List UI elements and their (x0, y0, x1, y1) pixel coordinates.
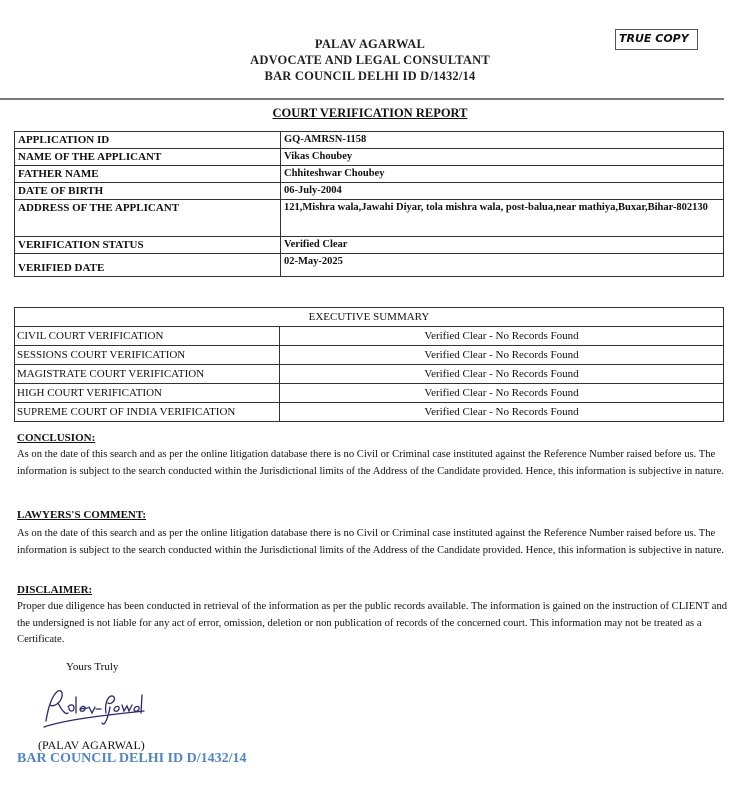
field-label: NAME OF THE APPLICANT (15, 149, 281, 166)
closing-salutation: Yours Truly (66, 661, 119, 673)
letterhead-bar-council-id: BAR COUNCIL DELHI ID D/1432/14 (264, 69, 476, 83)
court-status: Verified Clear - No Records Found (280, 403, 724, 422)
table-row (15, 237, 724, 254)
table-row (15, 149, 724, 166)
applicant-details-table (14, 131, 724, 277)
signature-bar-council-id: BAR COUNCIL DELHI ID D/1432/14 (17, 751, 247, 766)
field-label: FATHER NAME (15, 166, 281, 183)
advocate-name: PALAV AGARWAL (314, 37, 426, 51)
lawyers-comment-heading: LAWYERS'S COMMENT: (17, 509, 147, 521)
field-label: ADDRESS OF THE APPLICANT (15, 200, 281, 237)
conclusion-heading: CONCLUSION: (17, 432, 96, 444)
disclaimer-heading: DISCLAIMER: (17, 584, 93, 596)
true-copy-stamp: TRUE COPY (615, 29, 698, 50)
verified-date-value: 02-May-2025 (281, 254, 724, 277)
table-row (15, 166, 724, 183)
address-value: 121,Mishra wala,Jawahi Diyar, tola mishra wala, post-balua,near mathiya,Buxar,Bihar-802130 (281, 200, 724, 237)
court-label: SUPREME COURT OF INDIA VERIFICATION (15, 403, 280, 422)
table-row (15, 346, 724, 365)
header-divider (0, 98, 724, 100)
court-status: Verified Clear - No Records Found (280, 346, 724, 365)
field-label: VERIFICATION STATUS (15, 237, 281, 254)
table-header-row (15, 308, 724, 327)
executive-summary-title: EXECUTIVE SUMMARY (15, 308, 724, 327)
date-of-birth-value: 06-July-2004 (281, 183, 724, 200)
table-row (15, 403, 724, 422)
disclaimer-text: Proper due diligence has been conducted in retrieval of the information as per the public records available. The information is gained on the instruction of CLIENT and the undersigned is not liable for any act of error, omission, deletion or non publication of records of the concerned court. This information may not be treated as a Certificate. (17, 601, 728, 645)
applicant-name-value: Vikas Choubey (281, 149, 724, 166)
signature-image (38, 683, 148, 738)
verification-status-value: Verified Clear (281, 237, 724, 254)
court-label: CIVIL COURT VERIFICATION (15, 327, 280, 346)
table-row (15, 183, 724, 200)
table-row (15, 254, 724, 277)
advocate-designation: ADVOCATE AND LEGAL CONSULTANT (250, 53, 490, 67)
table-row (15, 327, 724, 346)
conclusion-text: As on the date of this search and as per the online litigation database there is no Civil or Criminal case instituted against the Reference Number raised before us. The information is subject to the search conducted within the Jurisdictional limits of the Address of the Candidate provided. Hence, this information is subjective in nature. (17, 449, 724, 477)
table-row (15, 384, 724, 403)
lawyers-comment-text: As on the date of this search and as per the online litigation database there is no Civil or Criminal case instituted against the Reference Number raised before us. The information is subject to the search conducted within the Jurisdictional limits of the Address of the Candidate provided. Hence, this information is subjective in nature. (17, 528, 724, 556)
court-label: SESSIONS COURT VERIFICATION (15, 346, 280, 365)
table-row (15, 132, 724, 149)
court-status: Verified Clear - No Records Found (280, 384, 724, 403)
court-status: Verified Clear - No Records Found (280, 327, 724, 346)
field-label: APPLICATION ID (15, 132, 281, 149)
executive-summary-table (14, 307, 724, 422)
application-id-value: GQ-AMRSN-1158 (281, 132, 724, 149)
court-status: Verified Clear - No Records Found (280, 365, 724, 384)
signature-icon (38, 683, 148, 733)
court-label: HIGH COURT VERIFICATION (15, 384, 280, 403)
signatory-name: (PALAV AGARWAL) (38, 738, 145, 752)
field-label: VERIFIED DATE (15, 254, 281, 277)
report-title: COURT VERIFICATION REPORT (272, 106, 468, 120)
field-label: DATE OF BIRTH (15, 183, 281, 200)
court-label: MAGISTRATE COURT VERIFICATION (15, 365, 280, 384)
table-row (15, 200, 724, 237)
table-row (15, 365, 724, 384)
father-name-value: Chhiteshwar Choubey (281, 166, 724, 183)
